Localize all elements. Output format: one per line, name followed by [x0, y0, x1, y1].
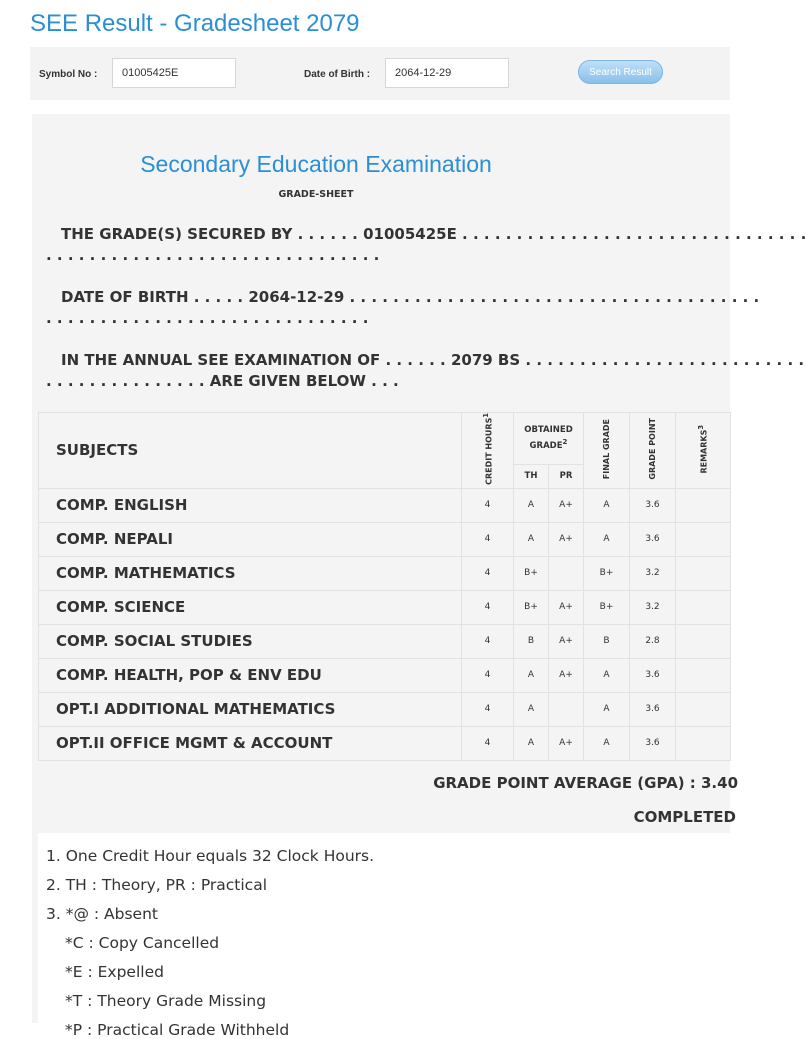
exam-line: IN THE ANNUAL SEE EXAMINATION OF . . . . . . 2079 BS . . . . . . . . . . . . . . . . . . . . . . . . . .: [61, 351, 805, 369]
credit-hours-cell: 4: [462, 522, 514, 556]
footnote-item: *C : Copy Cancelled: [65, 934, 220, 952]
final-grade-cell: A: [584, 658, 630, 692]
footnote-item: *T : Theory Grade Missing: [65, 992, 267, 1010]
final-grade-cell: A: [584, 726, 630, 760]
dob-line: DATE OF BIRTH . . . . . 2064-12-29 . . . . . . . . . . . . . . . . . . . . . . . . . . . . . . . . . . . . . .: [61, 288, 760, 306]
credit-hours-cell: 4: [462, 692, 514, 726]
secured-by-line: THE GRADE(S) SECURED BY . . . . . . 01005425E . . . . . . . . . . . . . . . . . . . . . . . . . . . . . . . .: [61, 225, 806, 243]
symbol-number-input[interactable]: [112, 58, 236, 88]
credit-hours-cell: 4: [462, 624, 514, 658]
given-below-line: . . . . . . . . . . . . . . . ARE GIVEN BELOW . . .: [46, 372, 399, 390]
table-row: [39, 522, 731, 556]
credit-hours-cell: 4: [462, 556, 514, 590]
subject-cell: COMP. MATHEMATICS: [39, 556, 462, 590]
grade-point-cell: 3.6: [630, 658, 676, 692]
final-grade-header: FINAL GRADE: [584, 413, 630, 489]
dob-dots: . . . . . . . . . . . . . . . . . . . . . . . . . . . . . .: [46, 309, 369, 327]
examination-statement: [46, 350, 805, 392]
practical-grade-cell: [549, 692, 584, 726]
theory-grade-cell: A: [514, 522, 549, 556]
subject-cell: OPT.II OFFICE MGMT & ACCOUNT: [39, 726, 462, 760]
table-row: [39, 624, 731, 658]
theory-grade-cell: B+: [514, 590, 549, 624]
final-grade-cell: A: [584, 522, 630, 556]
remarks-cell: [676, 522, 731, 556]
theory-grade-cell: A: [514, 692, 549, 726]
table-row: [39, 590, 731, 624]
credit-hours-cell: 4: [462, 726, 514, 760]
footnote-item: 1. One Credit Hour equals 32 Clock Hours.: [46, 847, 375, 865]
subject-cell: COMP. NEPALI: [39, 522, 462, 556]
credit-hours-cell: 4: [462, 658, 514, 692]
table-row: [39, 658, 731, 692]
subject-cell: COMP. SCIENCE: [39, 590, 462, 624]
practical-grade-cell: A+: [549, 522, 584, 556]
grade-point-cell: 3.6: [630, 692, 676, 726]
grade-point-cell: 3.2: [630, 590, 676, 624]
date-of-birth-label: Date of Birth :: [304, 69, 371, 80]
table-row: [39, 488, 731, 522]
theory-grade-cell: A: [514, 488, 549, 522]
remarks-cell: [676, 590, 731, 624]
search-result-button[interactable]: Search Result: [578, 60, 663, 84]
theory-grade-cell: B: [514, 624, 549, 658]
grade-point-cell: 3.6: [630, 726, 676, 760]
remarks-cell: [676, 556, 731, 590]
grade-sheet: [32, 114, 806, 1039]
theory-grade-cell: A: [514, 726, 549, 760]
final-grade-cell: B+: [584, 556, 630, 590]
grade-sheet-label: GRADE-SHEET: [278, 189, 354, 200]
remarks-cell: [676, 488, 731, 522]
table-row: [39, 726, 731, 760]
obtained-grade-header: OBTAINED GRADE$^2$: [514, 413, 584, 465]
final-grade-cell: A: [584, 488, 630, 522]
theory-header: TH: [514, 464, 549, 488]
remarks-cell: [676, 726, 731, 760]
final-grade-cell: B: [584, 624, 630, 658]
subject-cell: OPT.I ADDITIONAL MATHEMATICS: [39, 692, 462, 726]
grade-point-cell: 2.8: [630, 624, 676, 658]
footnotes: [38, 833, 730, 1039]
practical-grade-cell: A+: [549, 488, 584, 522]
remarks-cell: [676, 658, 731, 692]
theory-grade-cell: B+: [514, 556, 549, 590]
practical-grade-cell: A+: [549, 658, 584, 692]
footnote-item: 2. TH : Theory, PR : Practical: [46, 876, 267, 894]
credit-hours-cell: 4: [462, 488, 514, 522]
final-grade-cell: B+: [584, 590, 630, 624]
table-row: [39, 692, 731, 726]
subject-cell: COMP. HEALTH, POP & ENV EDU: [39, 658, 462, 692]
practical-grade-cell: [549, 556, 584, 590]
date-of-birth-statement: [46, 287, 760, 329]
final-grade-cell: A: [584, 692, 630, 726]
footnote-item: *E : Expelled: [65, 963, 164, 981]
practical-grade-cell: A+: [549, 624, 584, 658]
secured-by-statement: [46, 224, 806, 266]
result-status: COMPLETED: [633, 808, 736, 826]
practical-grade-cell: A+: [549, 590, 584, 624]
subjects-header: SUBJECTS: [39, 413, 462, 489]
credit-hours-header: CREDIT HOURS$^1$: [462, 413, 514, 489]
remarks-cell: [676, 692, 731, 726]
credit-hours-cell: 4: [462, 590, 514, 624]
footnote-item: *P : Practical Grade Withheld: [65, 1021, 290, 1039]
page-title: SEE Result - Gradesheet 2079: [30, 10, 360, 37]
remarks-header: REMARKS$^3$: [676, 413, 731, 489]
table-row: [39, 556, 731, 590]
gpa-summary: GRADE POINT AVERAGE (GPA) : 3.40: [433, 774, 738, 792]
footnote-item: 3. *@ : Absent: [46, 905, 158, 923]
secured-by-dots: . . . . . . . . . . . . . . . . . . . . . . . . . . . . . . .: [46, 246, 380, 264]
grade-point-cell: 3.6: [630, 522, 676, 556]
theory-grade-cell: A: [514, 658, 549, 692]
exam-title: Secondary Education Examination: [140, 151, 492, 177]
practical-header: PR: [549, 464, 584, 488]
symbol-number-label: Symbol No :: [39, 69, 98, 80]
practical-grade-cell: A+: [549, 726, 584, 760]
search-form: [30, 47, 730, 100]
subject-cell: COMP. SOCIAL STUDIES: [39, 624, 462, 658]
grade-point-cell: 3.6: [630, 488, 676, 522]
grades-table: [38, 412, 731, 761]
subject-cell: COMP. ENGLISH: [39, 488, 462, 522]
grade-point-cell: 3.2: [630, 556, 676, 590]
date-of-birth-input[interactable]: [385, 58, 509, 88]
remarks-cell: [676, 624, 731, 658]
grade-point-header: GRADE POINT: [630, 413, 676, 489]
